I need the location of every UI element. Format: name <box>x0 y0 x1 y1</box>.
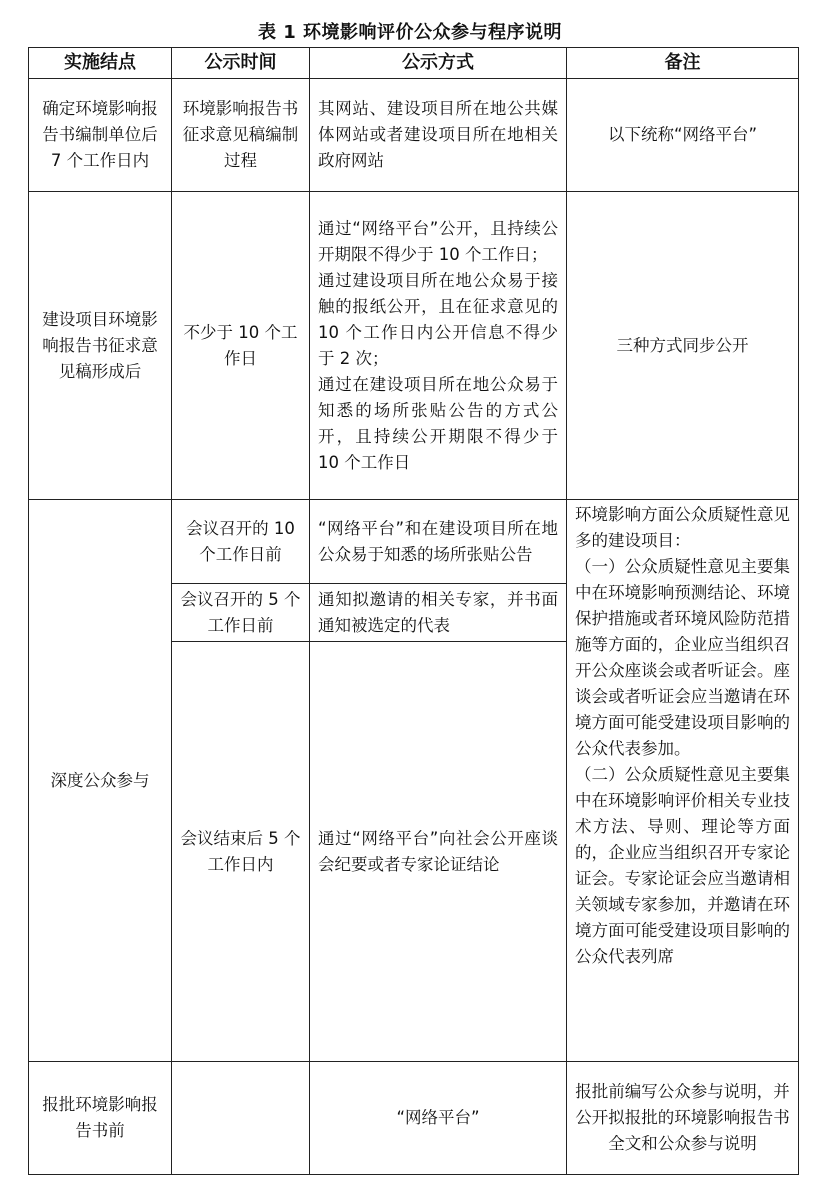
note-line: （一）公众质疑性意见主要集中在环境影响预测结论、环境保护措施或者环境风险防范措施等方面的，企业应当组织召开公众座谈会或者听证会。座谈会或者听证会应当邀请在环境方面可能受建设项目影响的公众代表参加。 <box>575 557 790 758</box>
cell-time: 环境影响报告书征求意见稿编制过程 <box>172 79 310 192</box>
method-line: 通过在建设项目所在地公众易于知悉的场所张贴公告的方式公开，且持续公开期限不得少于 10 个工作日 <box>318 374 558 472</box>
cell-time: 不少于 10 个工作日 <box>172 192 310 500</box>
method-line: 通过“网络平台”公开，且持续公开期限不得少于 10 个工作日； <box>318 218 558 264</box>
cell-method: “网络平台” <box>310 1062 567 1175</box>
cell-time: 会议召开的 10 个工作日前 <box>172 500 310 584</box>
note-line: （二）公众质疑性意见主要集中在环境影响评价相关专业技术方法、导则、理论等方面的，企业应当组织召开专家论证会。专家论证会应当邀请相关领域专家参加，并邀请在环境方面可能受建设项目影响的公众代表列席 <box>575 765 790 966</box>
public-participation-table <box>28 47 799 1175</box>
table-row <box>29 79 799 192</box>
table-row <box>29 500 799 584</box>
header-row <box>29 48 799 79</box>
cell-node: 报批环境影响报告书前 <box>29 1062 172 1175</box>
header-note: 备注 <box>567 48 799 79</box>
table-row <box>29 192 799 500</box>
table-row <box>29 1062 799 1175</box>
cell-time <box>172 1062 310 1175</box>
cell-node: 确定环境影响报告书编制单位后 7 个工作日内 <box>29 79 172 192</box>
cell-note: 报批前编写公众参与说明，并公开拟报批的环境影响报告书全文和公众参与说明 <box>567 1062 799 1175</box>
cell-note: 以下统称“网络平台” <box>567 79 799 192</box>
cell-method: 通知拟邀请的相关专家，并书面通知被选定的代表 <box>310 584 567 642</box>
cell-method: “网络平台”和在建设项目所在地公众易于知悉的场所张贴公告 <box>310 500 567 584</box>
cell-node: 建设项目环境影响报告书征求意见稿形成后 <box>29 192 172 500</box>
cell-method <box>310 192 567 500</box>
header-method: 公示方式 <box>310 48 567 79</box>
header-time: 公示时间 <box>172 48 310 79</box>
table-title: 表 1 环境影响评价公众参与程序说明 <box>257 22 563 43</box>
method-line: 通过建设项目所在地公众易于接触的报纸公开，且在征求意见的 10 个工作日内公开信息不得少于 2 次； <box>318 270 558 368</box>
cell-note: 三种方式同步公开 <box>567 192 799 500</box>
cell-node: 深度公众参与 <box>29 500 172 1062</box>
cell-time: 会议召开的 5 个工作日前 <box>172 584 310 642</box>
cell-time: 会议结束后 5 个工作日内 <box>172 642 310 1062</box>
cell-note <box>567 500 799 1062</box>
cell-method: 通过“网络平台”向社会公开座谈会纪要或者专家论证结论 <box>310 642 567 1062</box>
note-line: 环境影响方面公众质疑性意见多的建设项目： <box>575 505 790 550</box>
cell-method: 其网站、建设项目所在地公共媒体网站或者建设项目所在地相关政府网站 <box>310 79 567 192</box>
header-node: 实施结点 <box>29 48 172 79</box>
